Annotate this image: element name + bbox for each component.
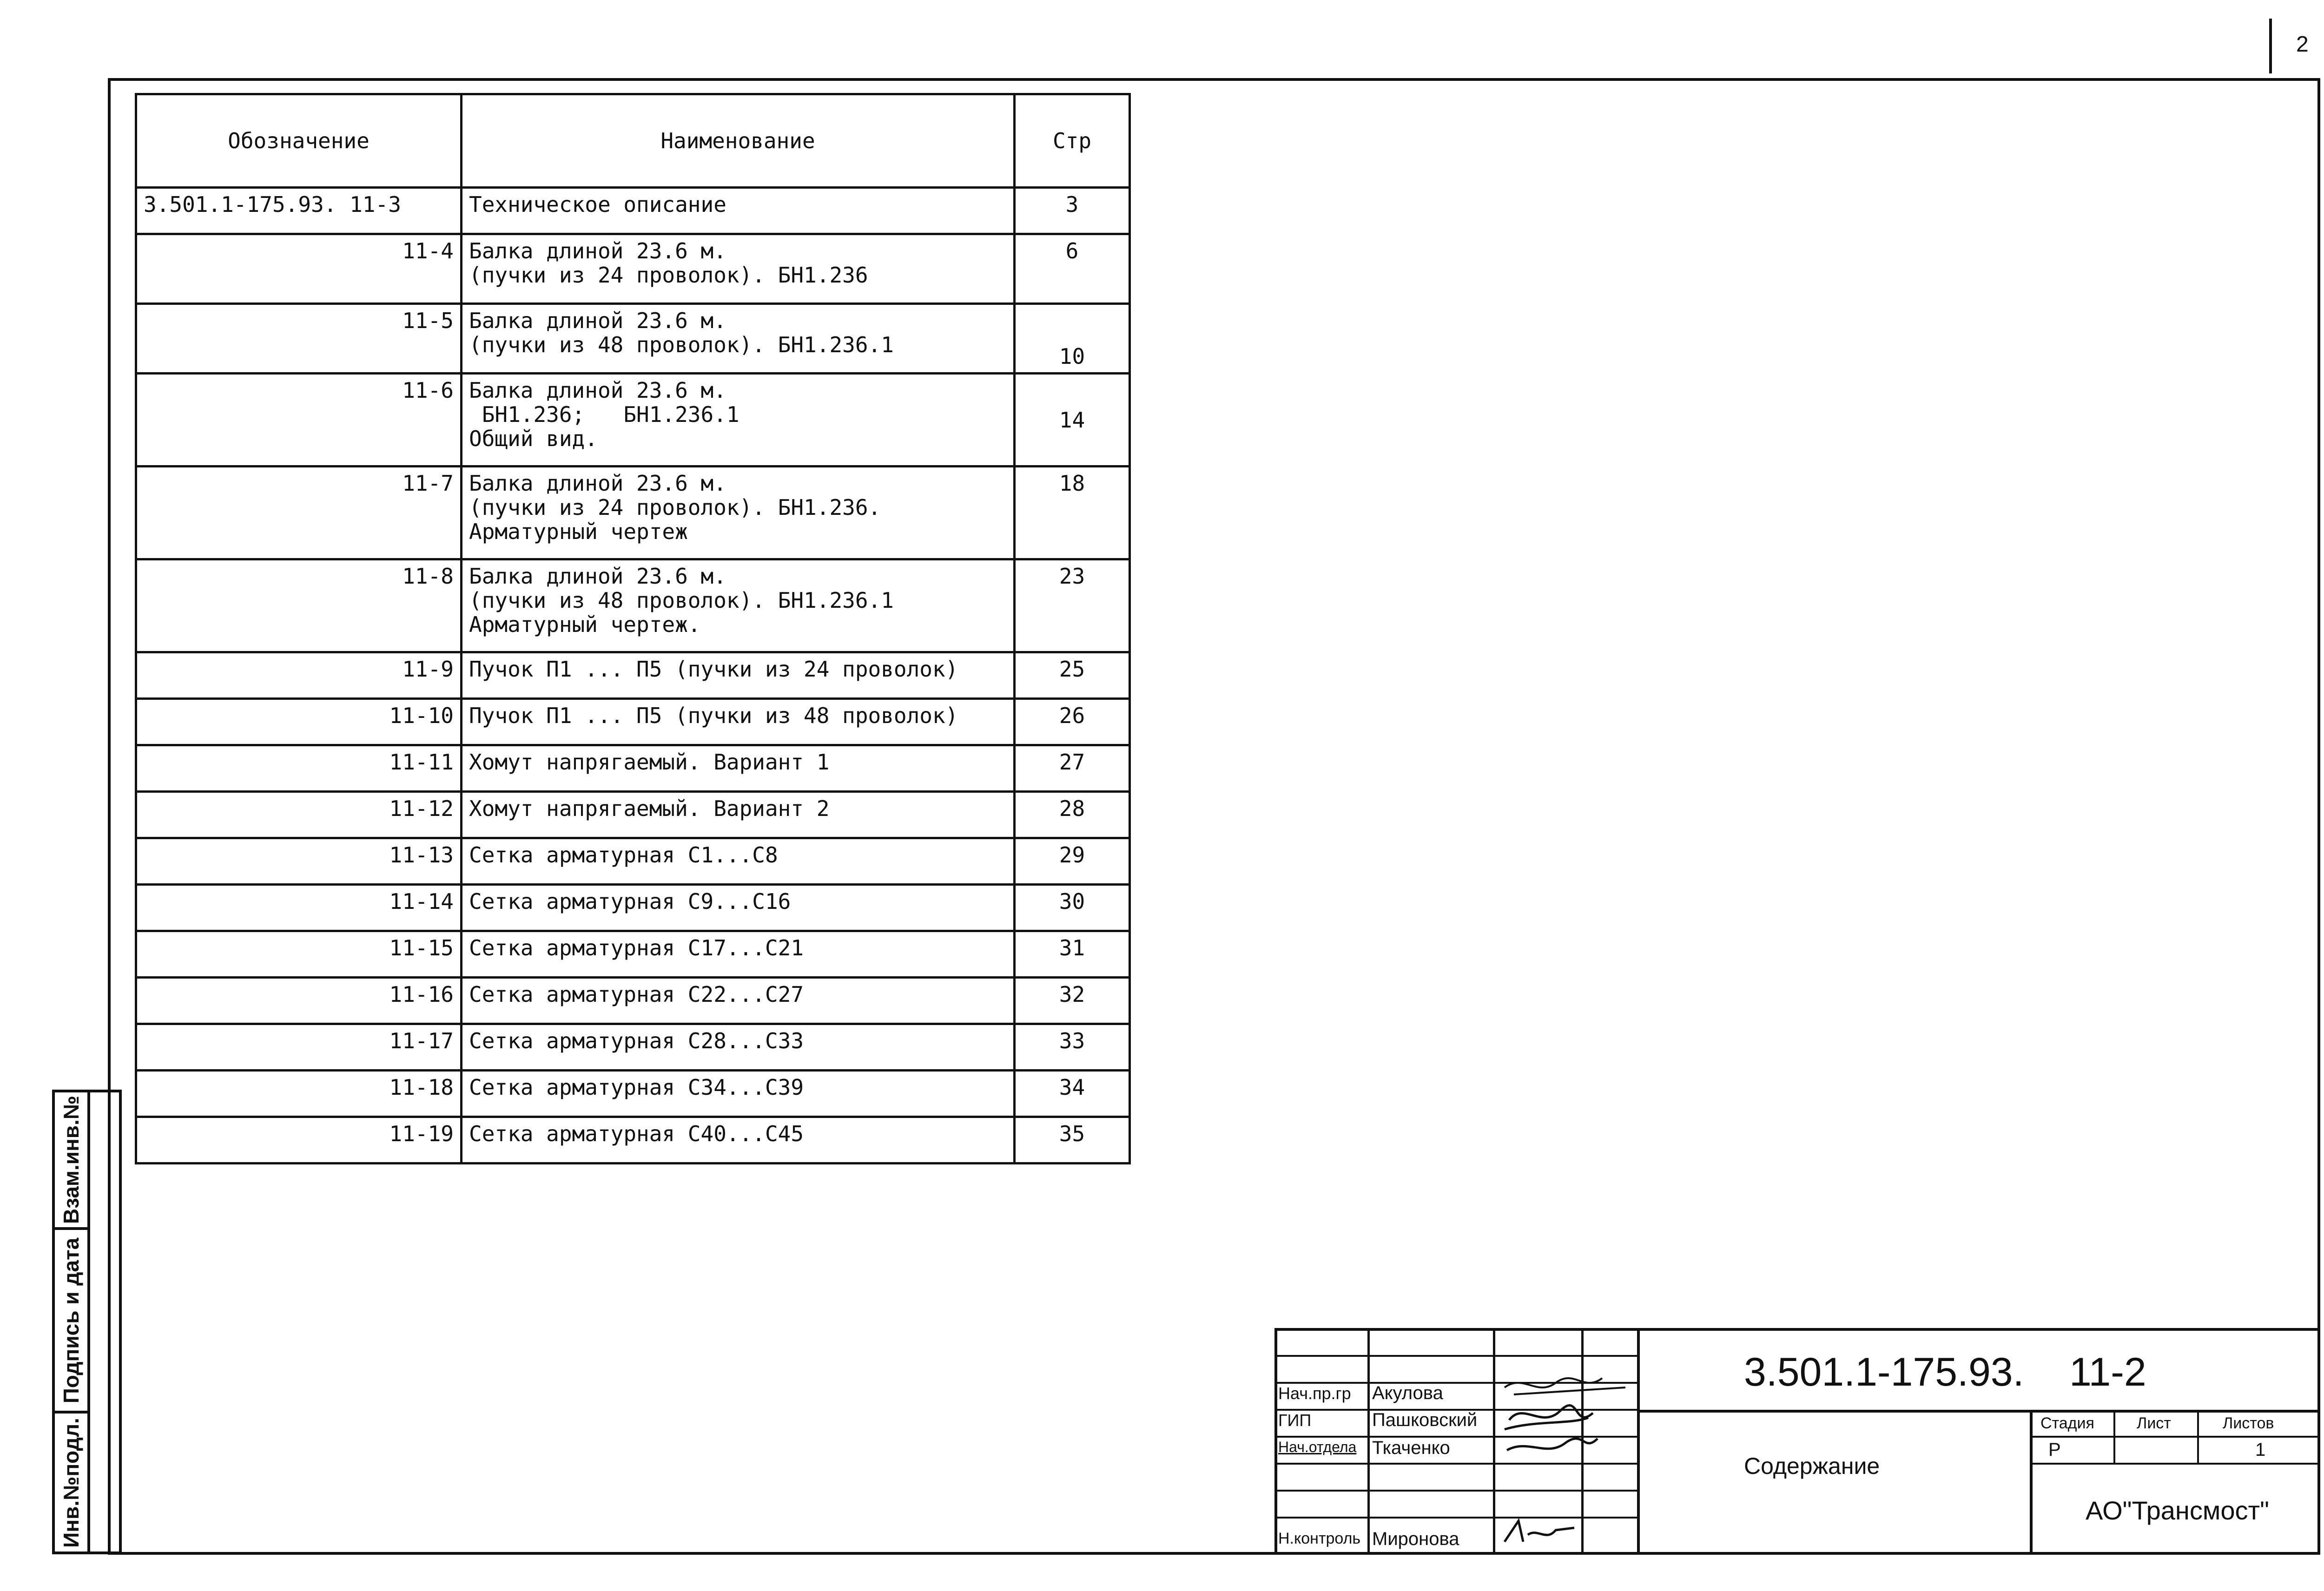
doc-code: 3.501.1-175.93. <box>1744 1350 2024 1394</box>
row-code: 11-9 <box>136 652 462 699</box>
table-row <box>136 931 1130 978</box>
row-page: 34 <box>1015 1071 1130 1117</box>
table-row <box>136 885 1130 931</box>
title-block-line <box>1637 1410 2320 1413</box>
row-code: 11-17 <box>136 1024 462 1071</box>
title-block-line <box>1274 1355 1637 1357</box>
header-name: Наименование <box>462 94 1015 188</box>
table-row <box>136 652 1130 699</box>
side-stamp-vzam-label: Взам.инв.№ <box>59 1095 83 1224</box>
side-stamp-sign-label: Подпись и дата <box>59 1237 84 1403</box>
row-page: 35 <box>1015 1117 1130 1164</box>
table-row <box>136 1024 1130 1071</box>
title-block-line <box>1637 1328 1640 1555</box>
name-pashkovsky: Пашковский <box>1372 1410 1478 1430</box>
row-name: Техническое описание <box>462 188 1015 234</box>
row-name: Балка длиной 23.6 м. (пучки из 24 проволок). БН1.236. Арматурный чертеж <box>462 467 1015 559</box>
name-tkachenko: Ткаченко <box>1372 1438 1450 1458</box>
row-name: Сетка арматурная С1...С8 <box>462 838 1015 885</box>
signature-kontrol <box>1495 1514 1579 1551</box>
row-name: Хомут напрягаемый. Вариант 1 <box>462 745 1015 792</box>
table-row <box>136 188 1130 234</box>
stage-value: Р <box>2048 1440 2061 1460</box>
contents-header-row <box>136 94 1130 188</box>
table-row <box>136 374 1130 467</box>
title-block-line <box>1274 1517 1637 1519</box>
side-stamp-divider <box>87 1092 90 1552</box>
row-page: 10 <box>1015 304 1130 374</box>
row-page: 28 <box>1015 792 1130 838</box>
title-block-line <box>2197 1410 2199 1465</box>
row-page: 33 <box>1015 1024 1130 1071</box>
table-row <box>136 559 1130 652</box>
row-page: 30 <box>1015 885 1130 931</box>
row-page: 3 <box>1015 188 1130 234</box>
sheet-label: Лист <box>2137 1414 2171 1432</box>
row-page: 6 <box>1015 234 1130 304</box>
row-name: Сетка арматурная С28...С33 <box>462 1024 1015 1071</box>
side-stamp-inv-cell <box>55 1413 87 1552</box>
row-page: 32 <box>1015 978 1130 1024</box>
row-code: 3.501.1-175.93. 11-3 <box>136 188 462 234</box>
table-row <box>136 699 1130 745</box>
row-name: Сетка арматурная С40...С45 <box>462 1117 1015 1164</box>
title-block-line <box>2030 1463 2320 1465</box>
row-code: 11-11 <box>136 745 462 792</box>
role-nach-pr-gr: Нач.пр.гр <box>1278 1384 1351 1403</box>
sheets-value: 1 <box>2255 1440 2266 1460</box>
row-page: 14 <box>1015 374 1130 467</box>
row-code: 11-4 <box>136 234 462 304</box>
row-name: Балка длиной 23.6 м. (пучки из 48 проволок). БН1.236.1 Арматурный чертеж. <box>462 559 1015 652</box>
table-row <box>136 792 1130 838</box>
row-page: 25 <box>1015 652 1130 699</box>
table-row <box>136 467 1130 559</box>
contents-table <box>135 93 1131 1164</box>
organization: АО"Трансмост" <box>2086 1496 2270 1525</box>
row-code: 11-18 <box>136 1071 462 1117</box>
title-block-line <box>2113 1410 2115 1465</box>
side-stamp-vzam-cell <box>55 1092 87 1227</box>
row-code: 11-7 <box>136 467 462 559</box>
row-name: Балка длиной 23.6 м. БН1.236; БН1.236.1 Общий вид. <box>462 374 1015 467</box>
doc-sheet: 11-2 <box>2069 1350 2146 1394</box>
row-name: Пучок П1 ... П5 (пучки из 24 проволок) <box>462 652 1015 699</box>
title-block-line <box>2030 1410 2033 1555</box>
title-block-line <box>1274 1490 1637 1492</box>
table-row <box>136 1071 1130 1117</box>
title-block <box>1274 1328 2320 1555</box>
sheets-label: Листов <box>2223 1414 2274 1432</box>
row-code: 11-6 <box>136 374 462 467</box>
table-row <box>136 234 1130 304</box>
table-row <box>136 978 1130 1024</box>
row-name: Хомут напрягаемый. Вариант 2 <box>462 792 1015 838</box>
title-block-line <box>1367 1328 1370 1555</box>
role-nach-otdela: Нач.отдела <box>1278 1439 1357 1455</box>
row-page: 18 <box>1015 467 1130 559</box>
doc-title: Содержание <box>1744 1453 1880 1479</box>
sheet-number: 2 <box>2296 32 2309 57</box>
row-code: 11-16 <box>136 978 462 1024</box>
row-code: 11-10 <box>136 699 462 745</box>
side-stamp <box>52 1090 122 1554</box>
name-akulova: Акулова <box>1372 1383 1443 1403</box>
title-block-border <box>1274 1328 2320 1331</box>
row-code: 11-5 <box>136 304 462 374</box>
signature-marks <box>1495 1369 1635 1462</box>
row-page: 29 <box>1015 838 1130 885</box>
stage-label: Стадия <box>2040 1414 2094 1432</box>
header-designation: Обозначение <box>136 94 462 188</box>
row-name: Балка длиной 23.6 м. (пучки из 48 проволок). БН1.236.1 <box>462 304 1015 374</box>
row-page: 26 <box>1015 699 1130 745</box>
row-code: 11-12 <box>136 792 462 838</box>
row-name: Балка длиной 23.6 м. (пучки из 24 проволок). БН1.236 <box>462 234 1015 304</box>
sheet-number-divider <box>2269 19 2272 73</box>
side-stamp-inv-label: Инв.№подл. <box>59 1417 84 1548</box>
title-block-border <box>1274 1328 1277 1555</box>
row-name: Сетка арматурная С22...С27 <box>462 978 1015 1024</box>
side-stamp-sign-cell <box>55 1230 87 1411</box>
header-page: Стр <box>1015 94 1130 188</box>
row-name: Пучок П1 ... П5 (пучки из 48 проволок) <box>462 699 1015 745</box>
row-name: Сетка арматурная С34...С39 <box>462 1071 1015 1117</box>
table-row <box>136 838 1130 885</box>
table-row <box>136 745 1130 792</box>
row-page: 31 <box>1015 931 1130 978</box>
row-code: 11-14 <box>136 885 462 931</box>
row-page: 23 <box>1015 559 1130 652</box>
name-mironova: Миронова <box>1372 1529 1459 1549</box>
row-page: 27 <box>1015 745 1130 792</box>
title-block-line <box>1274 1463 1637 1465</box>
table-row <box>136 1117 1130 1164</box>
row-code: 11-13 <box>136 838 462 885</box>
row-code: 11-19 <box>136 1117 462 1164</box>
title-block-line <box>2030 1436 2320 1438</box>
row-code: 11-8 <box>136 559 462 652</box>
role-gip: ГИП <box>1278 1411 1312 1430</box>
row-name: Сетка арматурная С17...С21 <box>462 931 1015 978</box>
table-row <box>136 304 1130 374</box>
role-n-kontrol: Н.контроль <box>1278 1530 1361 1547</box>
row-name: Сетка арматурная С9...С16 <box>462 885 1015 931</box>
row-code: 11-15 <box>136 931 462 978</box>
